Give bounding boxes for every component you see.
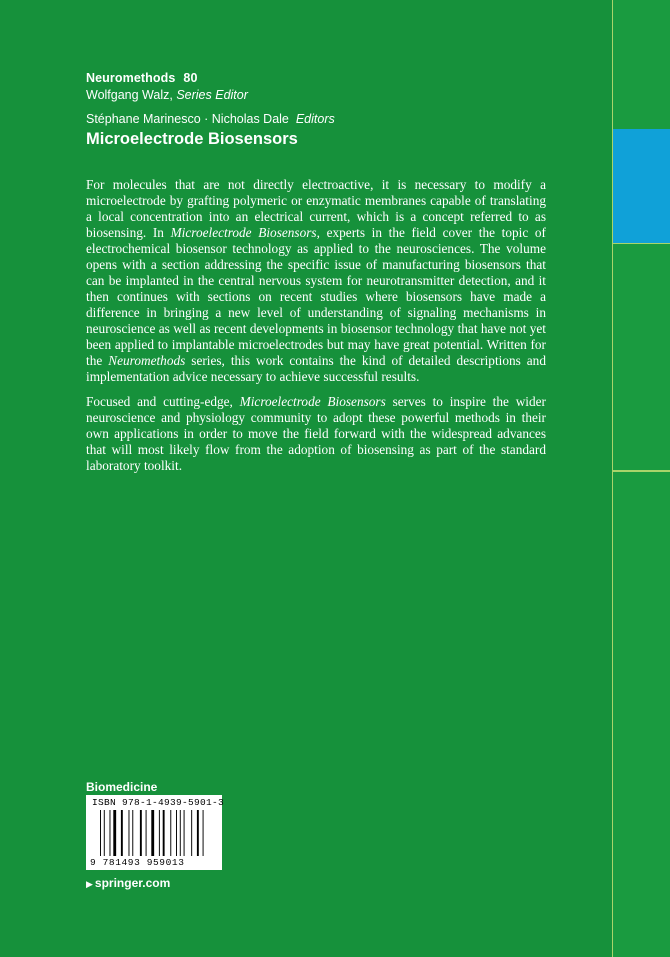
book-title: Microelectrode Biosensors <box>86 130 298 148</box>
barcode-bar <box>110 810 111 856</box>
barcode-bar <box>163 810 165 856</box>
isbn-text: ISBN 978-1-4939-5901-3 <box>92 797 225 808</box>
barcode-bar <box>184 810 185 856</box>
blurb-text: serves to inspire the wider neuroscience and physiology community to adopt these powerful methods in their own applications in order to move the field forward with the widespread advances that will most likely flow from the adoption of biosensing as part of the standard laboratory toolkit. <box>86 394 546 473</box>
blurb-paragraph-2 <box>86 394 546 474</box>
barcode-bars <box>100 810 208 858</box>
barcode-bar <box>203 810 204 856</box>
publisher-link[interactable] <box>86 876 170 890</box>
series-editor-role: Series Editor <box>176 88 248 102</box>
blurb-italic-title: Microelectrode Biosensors <box>239 394 386 409</box>
barcode-bar <box>104 810 105 856</box>
blurb <box>86 177 546 483</box>
editor-names: Stéphane Marinesco · Nicholas Dale <box>86 112 289 126</box>
series-line <box>86 71 198 85</box>
barcode-bar <box>129 810 130 856</box>
barcode-bar <box>121 810 123 856</box>
stripe-rule-lower <box>613 470 670 472</box>
category-label: Biomedicine <box>86 780 158 794</box>
barcode-bar <box>100 810 101 856</box>
blurb-paragraph-1 <box>86 177 546 385</box>
triangle-right-icon: ▶ <box>86 879 93 889</box>
barcode-bar <box>180 810 181 856</box>
series-name: Neuromethods <box>86 71 176 85</box>
barcode-bar <box>132 810 133 856</box>
publisher-link-text: springer.com <box>94 876 171 890</box>
blurb-italic-series: Neuromethods <box>108 353 186 368</box>
series-editor <box>86 88 248 102</box>
barcode-bar <box>170 810 171 856</box>
barcode-bar <box>140 810 142 856</box>
series-number: 80 <box>183 71 198 85</box>
barcode-bar <box>197 810 199 856</box>
blurb-text: For molecules that are not directly electroactive, it is necessary to modify a microelectrode by grafting polymeric or enzymatic membranes capable of translating a local concentration into an electrical current, which is a concept referred to as biosensing. In <box>86 177 546 240</box>
blurb-italic-title: Microelectrode Biosensors <box>170 225 317 240</box>
barcode-bar <box>176 810 177 856</box>
blurb-text: series, this work contains the kind of detailed descriptions and implementation advice necessary to achieve successful results. <box>86 353 546 384</box>
barcode-digits: 9 781493 959013 <box>90 857 185 868</box>
stripe-blue-band <box>613 129 670 244</box>
barcode-bar <box>191 810 192 856</box>
editors-role: Editors <box>295 112 335 126</box>
stripe-rule-upper <box>613 243 670 244</box>
barcode-bar <box>151 810 154 856</box>
series-editor-name: Wolfgang Walz, <box>86 88 177 102</box>
volume-editors <box>86 112 335 126</box>
barcode-bar <box>146 810 147 856</box>
barcode-bar <box>113 810 116 856</box>
blurb-text: , experts in the field cover the topic of electrochemical biosensor technology as applied to the neurosciences. The volume opens with a section addressing the specific issue of manufacturing biosensors that can be implanted in the central nervous system for neurotransmitter detection, and it then continues with sections on recent studies where biosensors have made a difference in bringing a new level of understanding of signaling mechanisms in neuroscience as well as recent developments in biosensor technology that have not yet been applied to implantable microelectrodes but may have great potential. Written for the <box>86 225 546 368</box>
isbn-barcode <box>86 795 225 870</box>
barcode-bar <box>159 810 160 856</box>
blurb-text: Focused and cutting-edge, <box>86 394 240 409</box>
